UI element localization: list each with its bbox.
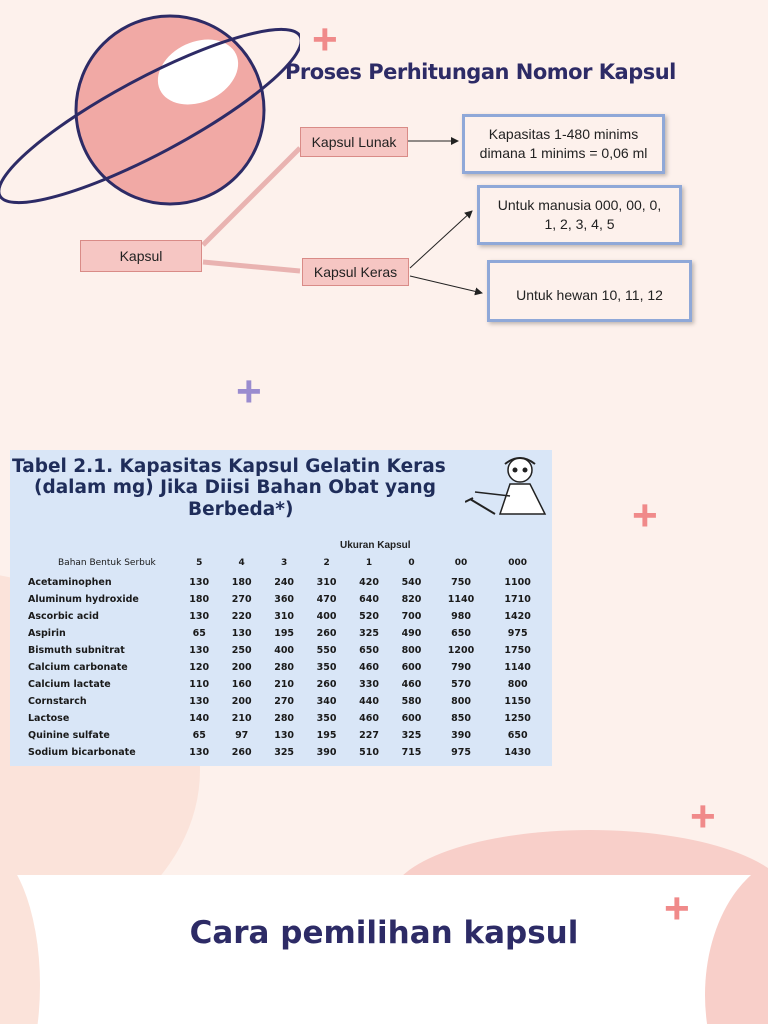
- node-kapsul-lunak: Kapsul Lunak: [300, 127, 408, 157]
- capacity-value: 97: [235, 730, 249, 741]
- capacity-value: 195: [316, 730, 337, 741]
- capacity-value: 250: [231, 645, 252, 656]
- capacity-value: 490: [401, 628, 422, 639]
- capacity-value: 130: [189, 577, 210, 588]
- capacity-value: 1710: [504, 594, 531, 605]
- capacity-value: 1100: [504, 577, 531, 588]
- capacity-value: 210: [274, 679, 295, 690]
- column-header-size: 3: [281, 558, 288, 568]
- capacity-value: 360: [274, 594, 295, 605]
- capacity-value: 700: [401, 611, 422, 622]
- material-name: Acetaminophen: [28, 577, 112, 588]
- capacity-value: 210: [231, 713, 252, 724]
- capacity-value: 650: [359, 645, 379, 656]
- material-name: Bismuth subnitrat: [28, 645, 125, 656]
- capacity-value: 130: [189, 747, 210, 758]
- capacity-value: 260: [316, 679, 337, 690]
- capacity-value: 200: [231, 696, 252, 707]
- column-header-size: 0: [408, 558, 415, 568]
- node-kapsul-keras: Kapsul Keras: [302, 258, 409, 286]
- capacity-value: 130: [189, 645, 210, 656]
- material-name: Quinine sulfate: [28, 730, 110, 741]
- capacity-value: 520: [359, 611, 379, 622]
- capacity-value: 800: [401, 645, 422, 656]
- table-row: [28, 727, 546, 744]
- connector-root-soft: [203, 148, 300, 245]
- material-name: Lactose: [28, 713, 70, 724]
- capacity-value: 280: [274, 713, 295, 724]
- human-line1: Untuk manusia 000, 00, 0,: [497, 197, 662, 214]
- capacity-value: 325: [274, 747, 295, 758]
- capacity-value: 140: [189, 713, 210, 724]
- capacity-value: 130: [274, 730, 295, 741]
- material-name: Ascorbic acid: [28, 611, 99, 622]
- capacity-value: 310: [274, 611, 295, 622]
- capacity-value: 550: [316, 645, 337, 656]
- capacity-value: 980: [451, 611, 471, 622]
- table-row: [28, 642, 546, 659]
- capacity-value: 1150: [504, 696, 531, 707]
- table-row: [28, 591, 546, 608]
- material-name: Aluminum hydroxide: [28, 594, 139, 605]
- slide-capacity-table: [0, 440, 768, 875]
- capacity-value: 65: [192, 628, 206, 639]
- column-header-size: 2: [323, 558, 330, 568]
- capacity-value: 400: [316, 611, 337, 622]
- capacity-value: 540: [401, 577, 422, 588]
- capacity-value: 1420: [504, 611, 531, 622]
- table-row: [28, 659, 546, 676]
- table-row: [28, 625, 546, 642]
- plus-decoration-icon: +: [690, 792, 716, 841]
- column-header-size: 5: [196, 558, 203, 568]
- table-row: [28, 574, 546, 591]
- table-header-row: [28, 552, 546, 574]
- column-header-size: 000: [508, 558, 528, 568]
- capacity-value: 715: [401, 747, 422, 758]
- capacity-value: 390: [316, 747, 337, 758]
- capacity-value: 180: [231, 577, 252, 588]
- capacity-value: 1750: [504, 645, 531, 656]
- capacity-value: 130: [231, 628, 252, 639]
- capacity-value: 240: [274, 577, 295, 588]
- capacity-value: 340: [316, 696, 337, 707]
- column-header-material: Bahan Bentuk Serbuk: [58, 558, 156, 568]
- table-title-line3: Berbeda*): [188, 498, 294, 520]
- capacity-value: 120: [189, 662, 210, 673]
- capacity-value: 850: [451, 713, 471, 724]
- capacity-value: 580: [401, 696, 422, 707]
- slide-capsule-numbering: [0, 0, 768, 440]
- column-header-size: 4: [238, 558, 245, 568]
- table-image: [10, 450, 552, 766]
- capacity-value: 975: [507, 628, 528, 639]
- capacity-value: 350: [316, 713, 337, 724]
- capacity-value: 470: [316, 594, 337, 605]
- capacity-value: 1140: [447, 594, 475, 605]
- column-header-size: 00: [454, 558, 468, 568]
- capacity-value: 325: [401, 730, 422, 741]
- capacity-value: 1250: [504, 713, 531, 724]
- capacity-value: 460: [359, 662, 379, 673]
- table-title-line2: (dalam mg) Jika Diisi Bahan Obat yang: [34, 477, 436, 499]
- capacity-value: 800: [507, 679, 528, 690]
- section-title: Cara pemilihan kapsul: [189, 915, 579, 951]
- capacity-value: 310: [316, 577, 337, 588]
- capacity-value: 260: [316, 628, 337, 639]
- capacity-value: 650: [451, 628, 471, 639]
- capacity-value: 180: [189, 594, 210, 605]
- capacity-value: 65: [192, 730, 206, 741]
- soft-info-line2: dimana 1 minims = 0,06 ml: [479, 145, 648, 161]
- page-title: Proses Perhitungan Nomor Kapsul: [285, 60, 676, 84]
- human-line2: 1, 2, 3, 4, 5: [544, 216, 615, 232]
- arrow-animal: [410, 276, 482, 293]
- capacity-value: 1140: [504, 662, 531, 673]
- capacity-value: 790: [451, 662, 471, 673]
- material-name: Calcium carbonate: [28, 662, 128, 673]
- capacity-value: 390: [451, 730, 471, 741]
- capacity-value: 270: [231, 594, 252, 605]
- capacity-value: 195: [274, 628, 295, 639]
- capacity-value: 280: [274, 662, 295, 673]
- capacity-value: 400: [274, 645, 295, 656]
- capacity-value: 440: [359, 696, 379, 707]
- soft-info-line1: Kapasitas 1-480 minims: [488, 126, 639, 143]
- capacity-value: 800: [451, 696, 471, 707]
- info-animal-sizes: Untuk hewan 10, 11, 12: [487, 260, 692, 322]
- capacity-value: 640: [359, 594, 379, 605]
- plus-decoration-icon: +: [312, 15, 338, 64]
- arrow-human: [410, 211, 472, 268]
- capacity-value: 130: [189, 611, 210, 622]
- capacity-value: 160: [231, 679, 252, 690]
- capacity-value: 200: [231, 662, 252, 673]
- capacity-value: 600: [401, 713, 422, 724]
- capacity-value: 820: [401, 594, 422, 605]
- capacity-value: 110: [189, 679, 210, 690]
- capacity-value: 600: [401, 662, 422, 673]
- doctor-illustration-icon: [465, 454, 552, 534]
- capacity-value: 460: [401, 679, 422, 690]
- table-group-header: Ukuran Kapsul: [340, 540, 411, 551]
- material-name: Cornstarch: [28, 696, 87, 707]
- table-row: [28, 710, 546, 727]
- capacity-table: [28, 552, 546, 761]
- column-header-size: 1: [365, 558, 373, 568]
- capacity-value: 227: [359, 730, 379, 741]
- capacity-value: 325: [359, 628, 379, 639]
- material-name: Sodium bicarbonate: [28, 747, 136, 758]
- capacity-value: 1200: [447, 645, 475, 656]
- connector-root-hard: [203, 262, 300, 271]
- table-row: [28, 608, 546, 625]
- plus-decoration-icon: +: [664, 884, 690, 933]
- capacity-value: 650: [507, 730, 528, 741]
- capacity-value: 975: [451, 747, 471, 758]
- table-row: [28, 744, 546, 761]
- table-title: [12, 456, 472, 520]
- info-soft-capacity: [462, 114, 665, 174]
- capacity-value: 330: [359, 679, 379, 690]
- capacity-value: 570: [451, 679, 471, 690]
- capacity-value: 460: [359, 713, 379, 724]
- capacity-value: 750: [451, 577, 471, 588]
- node-kapsul: Kapsul: [80, 240, 202, 272]
- capacity-value: 270: [274, 696, 295, 707]
- info-human-sizes: [477, 185, 682, 245]
- capacity-value: 220: [231, 611, 252, 622]
- material-name: Calcium lactate: [28, 679, 111, 690]
- capacity-value: 420: [359, 577, 379, 588]
- table-row: [28, 693, 546, 710]
- capacity-value: 1430: [504, 747, 531, 758]
- capacity-value: 350: [316, 662, 337, 673]
- slide-capsule-selection: [0, 875, 768, 1024]
- plus-decoration-icon: +: [236, 367, 262, 416]
- table-row: [28, 676, 546, 693]
- capacity-value: 510: [359, 747, 379, 758]
- capacity-value: 130: [189, 696, 210, 707]
- table-title-line1: Tabel 2.1. Kapasitas Kapsul Gelatin Keras: [12, 456, 446, 477]
- capacity-value: 260: [231, 747, 252, 758]
- plus-decoration-icon: +: [632, 491, 658, 540]
- material-name: Aspirin: [28, 628, 66, 639]
